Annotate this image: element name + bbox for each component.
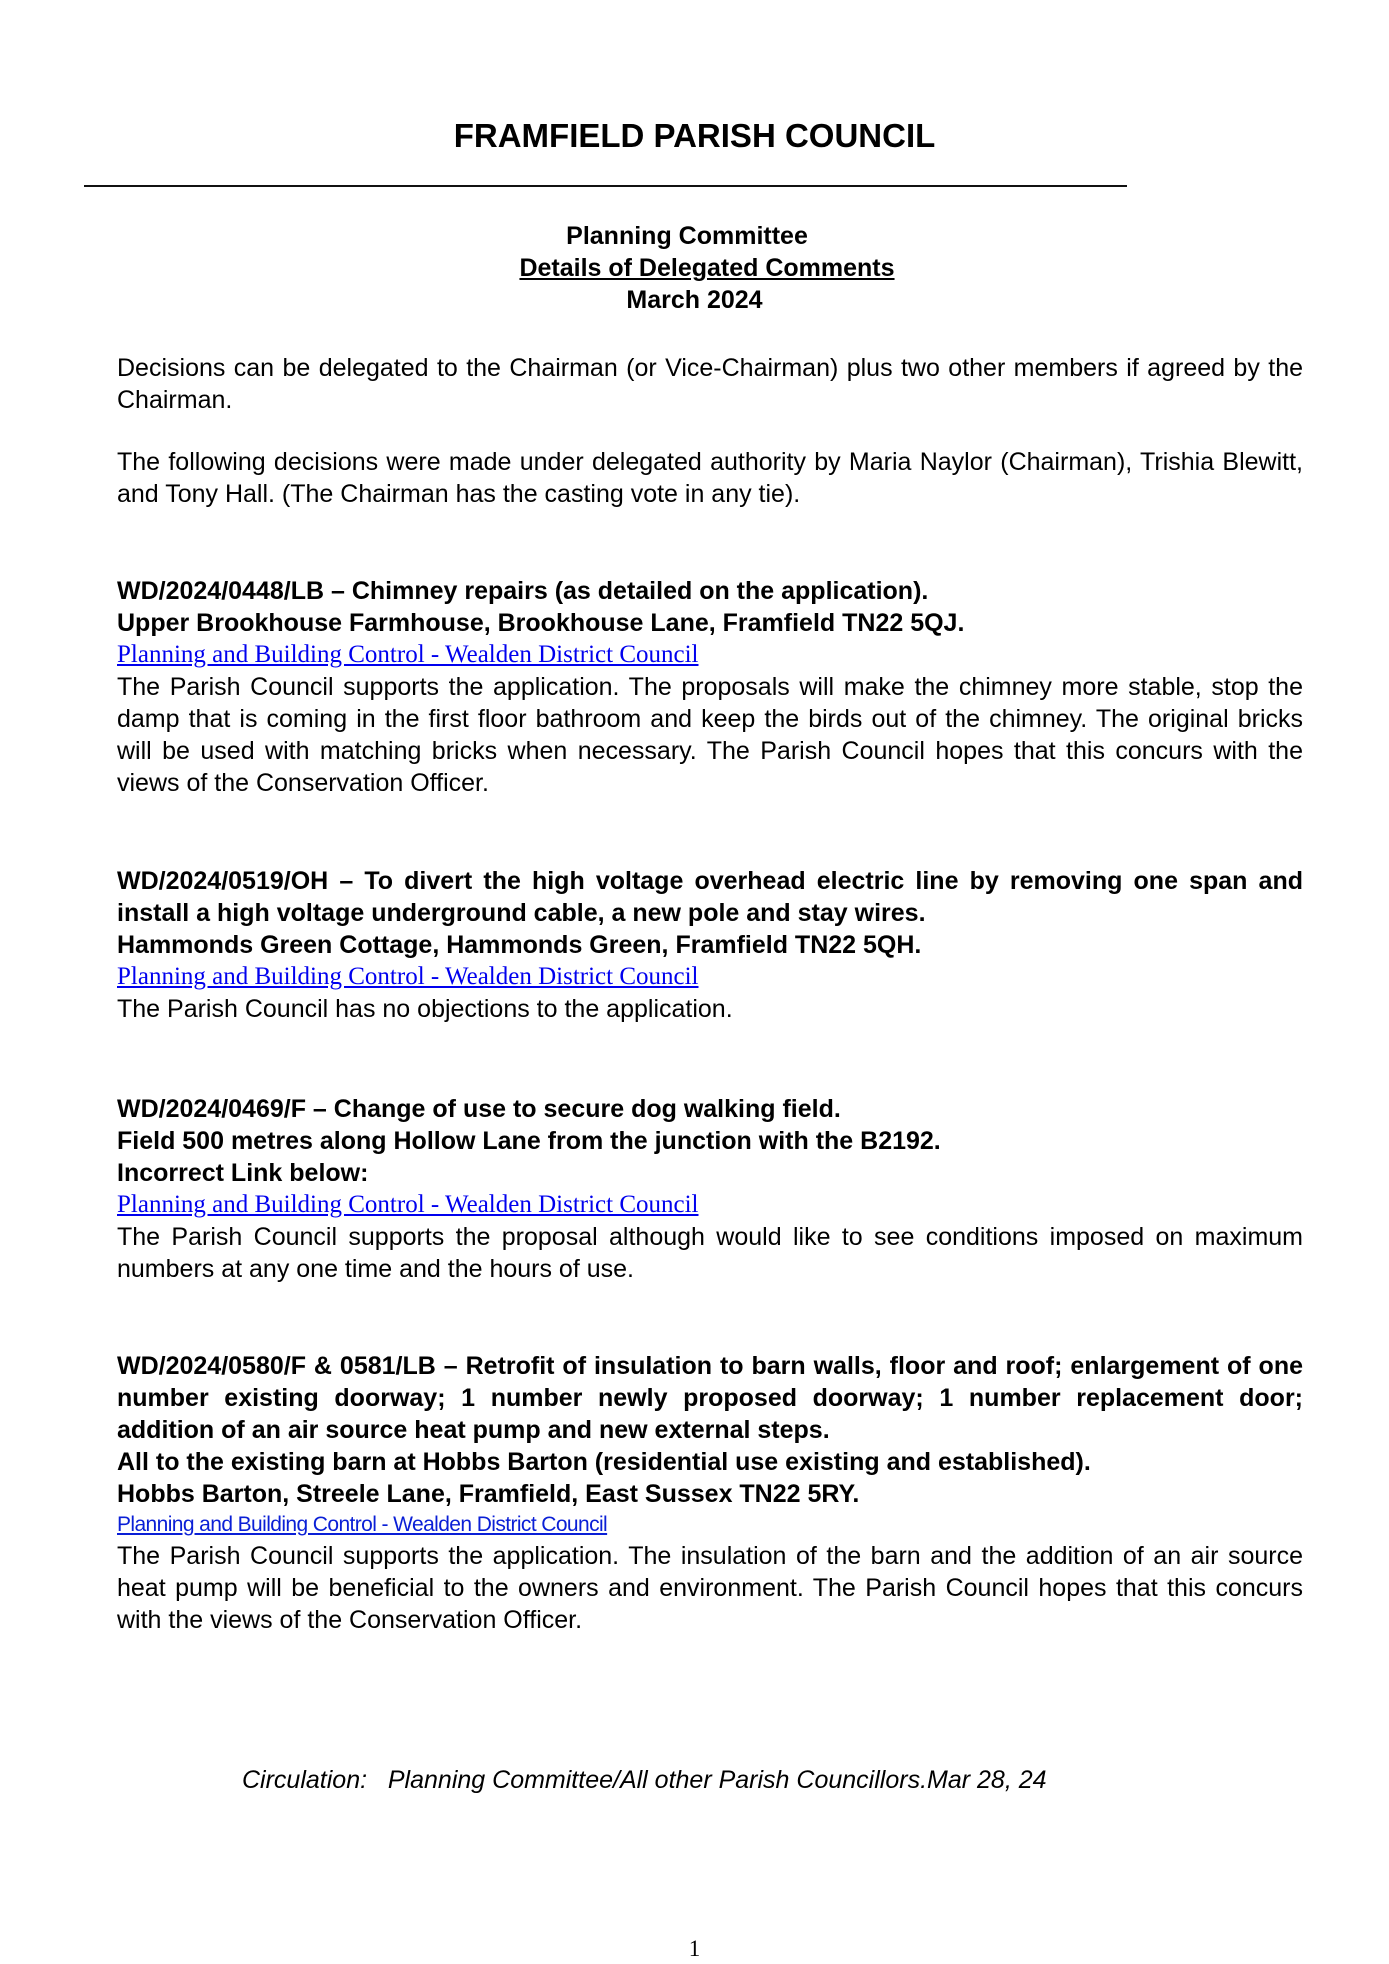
application-item — [117, 1350, 1303, 1636]
intro-text: Decisions can be delegated to the Chairman (or Vice-Chairman) plus two other members if agreed by the Chairman. — [117, 354, 1303, 414]
council-comment: The Parish Council has no objections to the application. — [117, 995, 733, 1023]
application-address: Field 500 metres along Hollow Lane from the junction with the B2192. — [117, 1127, 941, 1155]
committee-name: Planning Committee — [566, 222, 808, 250]
council-comment: The Parish Council supports the application. The proposals will make the chimney more stable, stop the damp that is coming in the first floor bathroom and keep the birds out of the chimney. The original bricks will be used with matching bricks when necessary. The Parish Council hopes that this concurs with the views of the Conservation Officer. — [117, 673, 1303, 797]
council-comment: The Parish Council supports the application. The insulation of the barn and the addition of an air source heat pump will be beneficial to the owners and environment. The Parish Council hopes that this concurs with the views of the Conservation Officer. — [117, 1542, 1303, 1634]
application-address: Hobbs Barton, Streele Lane, Framfield, East Sussex TN22 5RY. — [117, 1480, 860, 1508]
document-period: March 2024 — [626, 286, 763, 314]
application-address: Hammonds Green Cottage, Hammonds Green, Framfield TN22 5QH. — [117, 931, 922, 959]
planning-portal-link[interactable]: Planning and Building Control - Wealden District Council — [117, 963, 699, 990]
intro-paragraph-delegation — [117, 352, 1303, 416]
planning-portal-link[interactable]: Planning and Building Control - Wealden District Council — [117, 1513, 608, 1536]
organization-title-text: FRAMFIELD PARISH COUNCIL — [453, 117, 936, 154]
document-title: Details of Delegated Comments — [519, 254, 895, 282]
application-reference-heading: WD/2024/0580/F & 0581/LB – Retrofit of insulation to barn walls, floor and roof; enlargement of one number existing doorway; 1 number newly proposed doorway; 1 number replacement door; addition of an air source heat pump and new external steps. — [117, 1352, 1303, 1444]
application-scope-note: All to the existing barn at Hobbs Barton (residential use existing and established). — [117, 1448, 1091, 1476]
planning-portal-link[interactable]: Planning and Building Control - Wealden District Council — [117, 1191, 699, 1218]
page-number: 1 — [688, 1936, 701, 1961]
application-item — [117, 575, 1303, 799]
intro-paragraph-authority — [117, 446, 1303, 510]
incorrect-link-note: Incorrect Link below: — [117, 1159, 369, 1187]
application-reference-heading: WD/2024/0448/LB – Chimney repairs (as detailed on the application). — [117, 577, 929, 605]
circulation-note: Circulation: Planning Committee/All other Parish Councillors.Mar 28, 24 — [242, 1766, 1047, 1794]
intro-text: The following decisions were made under delegated authority by Maria Naylor (Chairman), Trishia Blewitt, and Tony Hall. (The Chairman has the casting vote in any tie). — [117, 448, 1303, 508]
application-item — [117, 865, 1303, 1025]
application-reference-heading: WD/2024/0469/F – Change of use to secure dog walking field. — [117, 1095, 841, 1123]
document-subheader — [0, 220, 1389, 316]
planning-portal-link[interactable]: Planning and Building Control - Wealden District Council — [117, 641, 699, 668]
council-comment: The Parish Council supports the proposal although would like to see conditions imposed on maximum numbers at any one time and the hours of use. — [117, 1223, 1303, 1283]
application-item — [117, 1093, 1303, 1285]
application-reference-heading: WD/2024/0519/OH – To divert the high voltage overhead electric line by removing one span and install a high voltage underground cable, a new pole and stay wires. — [117, 867, 1303, 927]
header-divider — [84, 185, 1127, 187]
organization-title — [0, 116, 1389, 156]
application-address: Upper Brookhouse Farmhouse, Brookhouse Lane, Framfield TN22 5QJ. — [117, 609, 965, 637]
